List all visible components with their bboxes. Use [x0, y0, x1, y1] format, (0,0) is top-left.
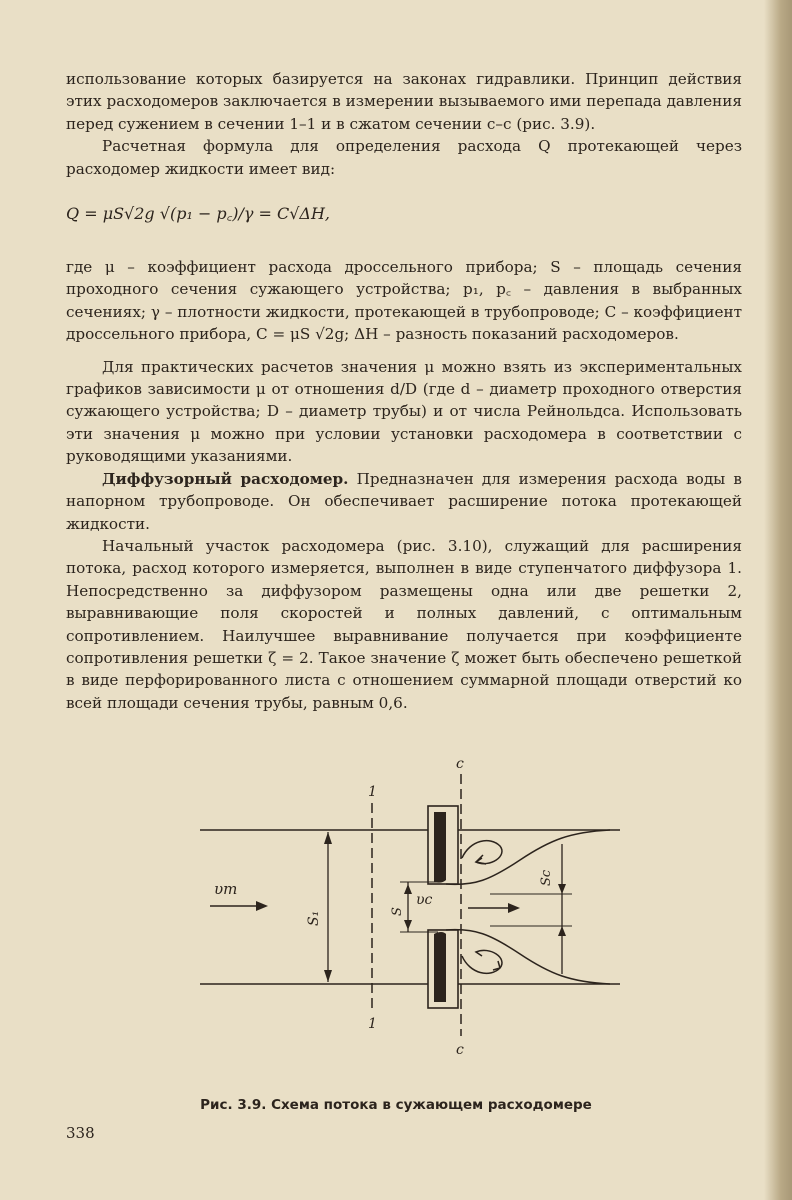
section-c-label-bottom: c: [456, 1042, 464, 1058]
page-edge-shadow: [764, 0, 792, 1200]
paragraph-1: использование которых базируется на законах гидравлики. Принцип действия этих расходомеров заключается в измерении вызываемого ими перепада давления перед сужением в сечении 1–1 и в сжатом сечении с–с (рис. 3.9).: [66, 70, 742, 133]
paragraph-5-body: Предназначен для измерения расхода воды в напорном трубопроводе. Он обеспечивает расширение потока протекающей жидкости.: [66, 469, 742, 533]
paragraph-3: где μ – коэффициент расхода дроссельного прибора; S – площадь сечения проходного сечения сужающего устройства; p₁, p꜀ – давления в выбранных сечениях; γ – плотности жидкости, протекающей в трубопроводе; C – коэффициент дроссельного прибора, C = μS √2g; ΔH – разность показаний расходомеров.: [66, 258, 742, 344]
vc-label: υc: [416, 892, 433, 908]
flow-diagram: [190, 748, 630, 1068]
section-c-label-top: c: [456, 756, 464, 772]
section-heading: Диффузорный расходомер.: [102, 469, 349, 488]
orifice-plate-bottom: [434, 932, 446, 1002]
paragraph-4: Для практических расчетов значения μ можно взять из экспериментальных графиков зависимости μ от отношения d/D (где d – диаметр проходного отверстия сужающего устройства; D – диаметр трубы) и от числа Рейнольдса. Использовать эти значения μ можно при условии установки расходомера в соответствии с руководящими указаниями.: [66, 357, 742, 466]
flow-formula: Q = μS√2g √(p₁ − p꜀)/γ = C√ΔH,: [66, 204, 331, 224]
section-1-label-bottom: 1: [368, 1016, 377, 1032]
jet-contour-top: [446, 830, 610, 884]
paragraph-6: Начальный участок расходомера (рис. 3.10), служащий для расширения потока, расход которого измеряется, выполнен в виде ступенчатого диффузора 1. Непосредственно за диффузором размещены одна или две решетки 2, выравнивающие поля скоростей и полных давлений, с оптимальным сопротивлением. Наилучшее выравнивание получается при коэффициенте сопротивления решетки ζ = 2. Такое значение ζ может быть обеспечено решеткой в виде перфорированного листа с отношением суммарной площади отверстий ко всей площади сечения трубы, равным 0,6.: [66, 536, 742, 712]
eddy-top: [462, 841, 502, 864]
section-1-label-top: 1: [368, 784, 377, 800]
jet-contour-bottom: [446, 930, 610, 984]
sc-label: Sc: [539, 869, 554, 886]
page-number: 338: [66, 1124, 95, 1142]
body-text: [66, 68, 742, 714]
figure-caption: Рис. 3.9. Схема потока в сужающем расходомере: [200, 1097, 592, 1113]
vt-label: υт: [214, 880, 238, 898]
s1-label: S₁: [306, 910, 322, 926]
s-label: S: [390, 907, 405, 916]
paragraph-5: [66, 468, 742, 535]
orifice-plate-top: [434, 812, 446, 883]
paragraph-2: Расчетная формула для определения расхода Q протекающей через расходомер жидкости имеет вид:: [66, 137, 742, 178]
